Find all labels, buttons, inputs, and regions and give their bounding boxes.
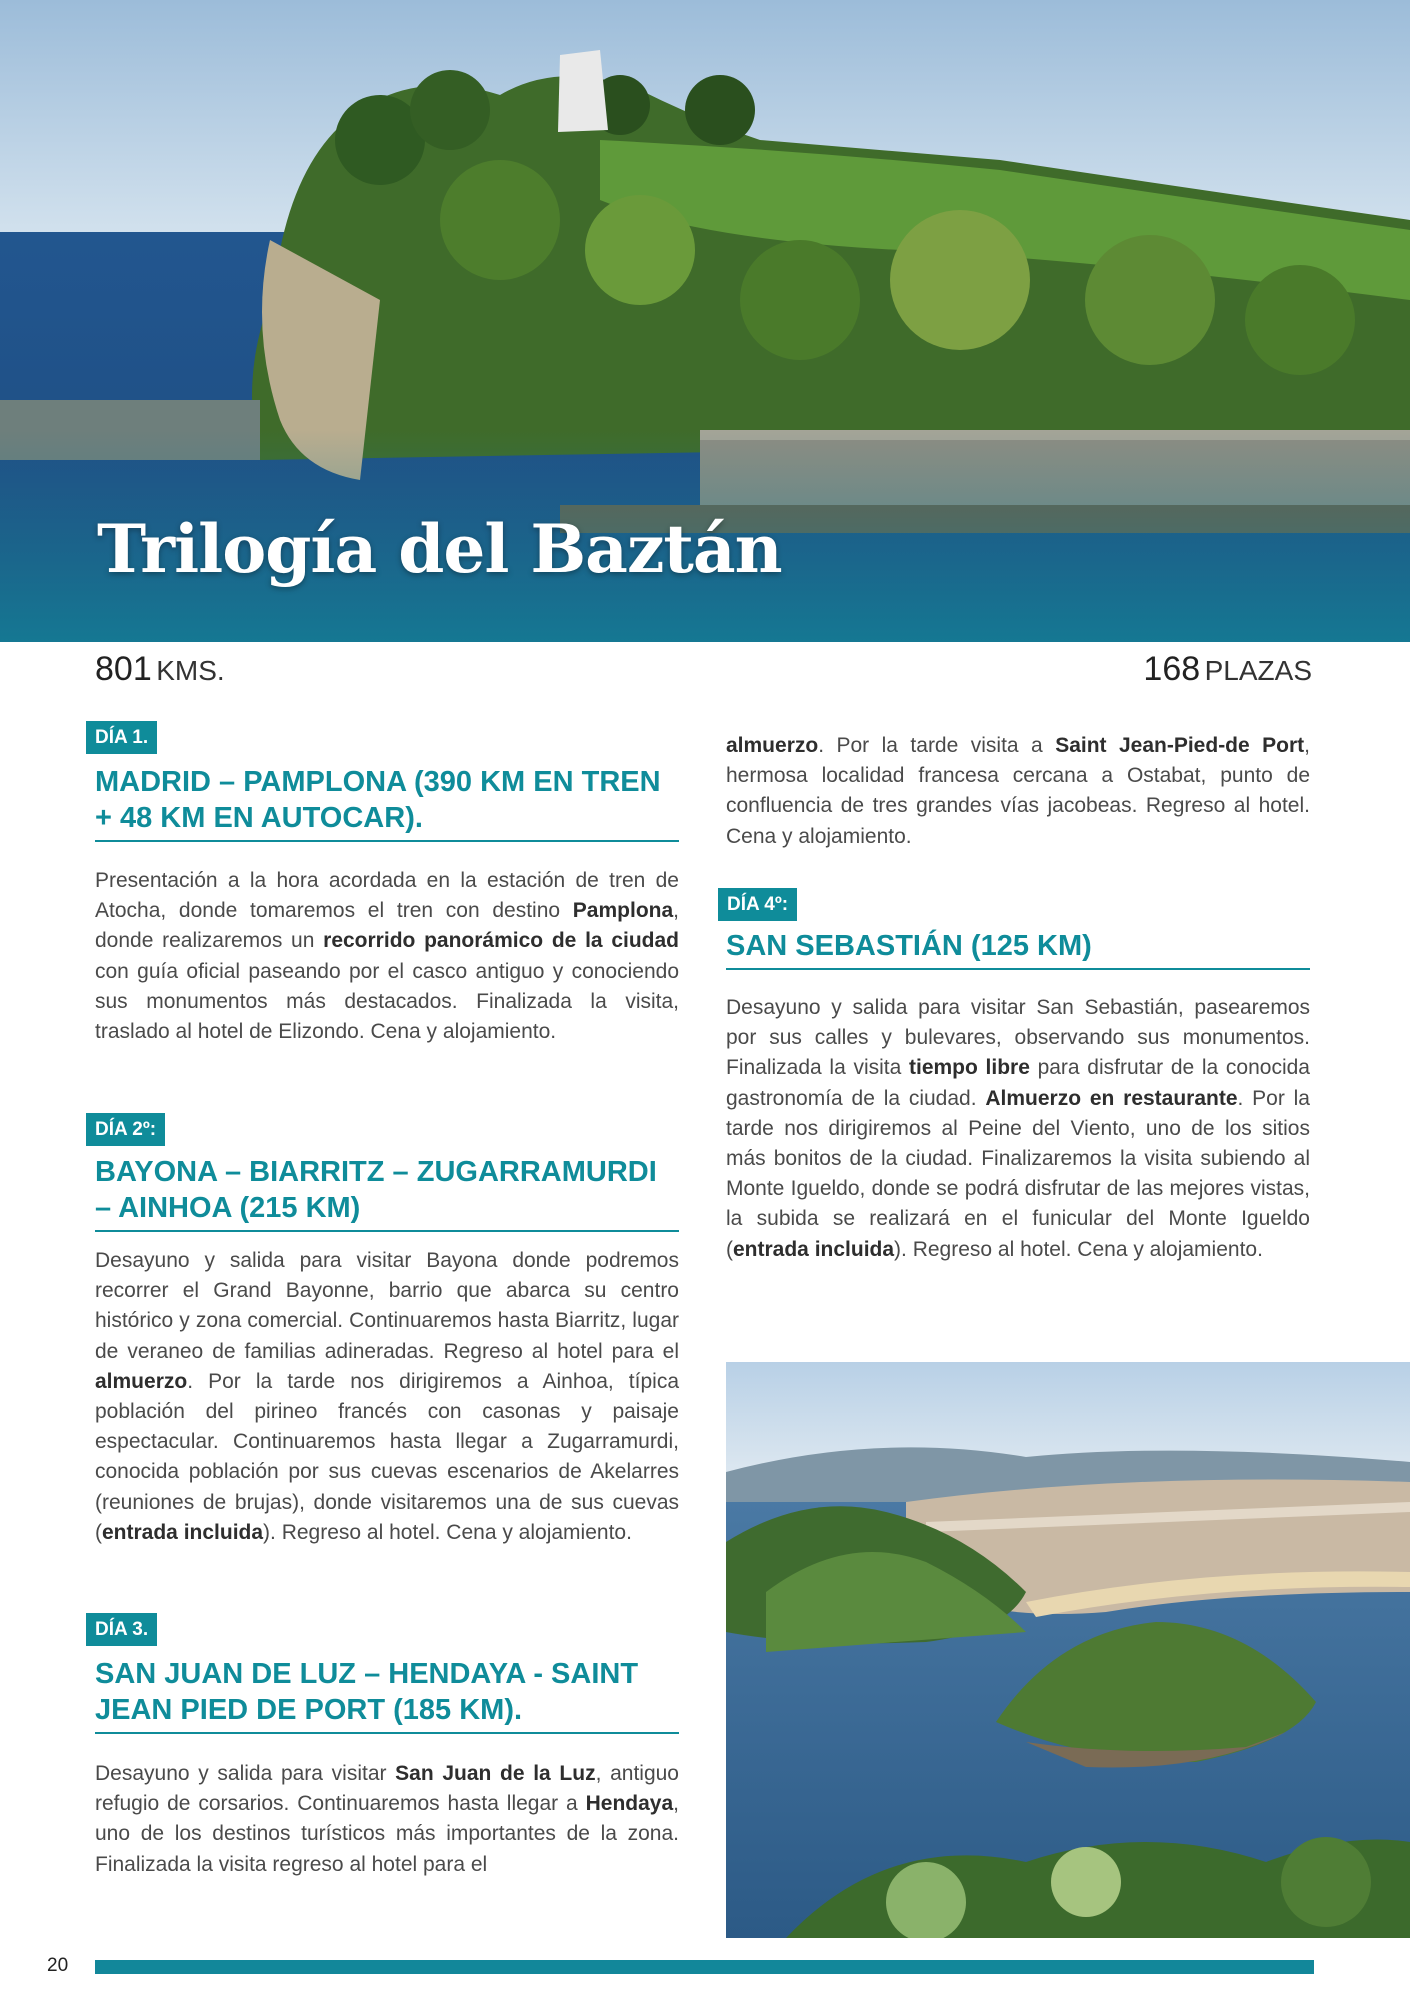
distance-unit: KMS. [156,655,225,686]
page-title: Trilogía del Baztán [97,510,782,588]
day-4-description: Desayuno y salida para visitar San Sebastián, pasearemos por sus calles y bulevares, observando sus monumentos. Finalizada la visita tiempo libre para disfrutar de la conocida gastronomía de la ciudad. Almuerzo en restaurante. Por la tarde nos dirigiremos al Peine del Viento, uno de los sitios más bonitos de la ciudad. Finalizaremos la visita subiendo al Monte Igueldo, donde se podrá disfrutar de las mejores vistas, la subida se realizará en el funicular del Monte Igueldo (entrada incluida). Regreso al hotel. Cena y alojamiento. [726,996,1310,1261]
footer-accent-bar [95,1960,1314,1974]
day-1-description: Presentación a la hora acordada en la estación de tren de Atocha, donde tomaremos el tren con destino Pamplona, donde realizaremos un recorrido panorámico de la ciudad con guía oficial paseando por el casco antiguo y conociendo sus monumentos más destacados. Finalizada la visita, traslado al hotel de Elizondo. Cena y alojamiento. [95,869,679,1044]
seats-unit: PLAZAS [1204,655,1312,686]
day-2-title: BAYONA – BIARRITZ – ZUGARRAMURDI – AINHOA (215 KM) [95,1154,679,1232]
bay-aerial-image [726,1362,1410,1938]
day-3-badge: DÍA 3. [86,1613,157,1646]
san-sebastian-photo [726,1362,1410,1938]
distance-stat [95,650,225,689]
day-4-title: SAN SEBASTIÁN (125 KM) [726,928,1310,970]
day-3-description-continued: almuerzo. Por la tarde visita a Saint Jean-Pied-de Port, hermosa localidad francesa cercana a Ostabat, punto de confluencia de tres grandes vías jacobeas. Regreso al hotel. Cena y alojamiento. [726,734,1310,848]
day-2-badge: DÍA 2º: [86,1113,165,1146]
day-3-description: Desayuno y salida para visitar San Juan de la Luz, antiguo refugio de corsarios. Continuaremos hasta llegar a Hendaya, uno de los destinos turísticos más importantes de la zona. Finalizada la visita regreso al hotel para el [95,1762,679,1876]
seats-stat [1143,650,1312,689]
hero-banner [0,0,1410,642]
day-3-title: SAN JUAN DE LUZ – HENDAYA - SAINT JEAN PIED DE PORT (185 KM). [95,1656,679,1734]
day-1-title: MADRID – PAMPLONA (390 KM EN TREN + 48 KM EN AUTOCAR). [95,764,679,842]
day-2-description: Desayuno y salida para visitar Bayona donde podremos recorrer el Grand Bayonne, barrio que abarca su centro histórico y zona comercial. Continuaremos hasta Biarritz, lugar de veraneo de familias adineradas. Regreso al hotel para el almuerzo. Por la tarde nos dirigiremos a Ainhoa, típica población del pirineo francés con casonas y paisaje espectacular. Continuaremos hasta llegar a Zugarramurdi, conocida población por sus cuevas escenarios de Akelarres (reuniones de brujas), donde visitaremos una de sus cuevas (entrada incluida). Regreso al hotel. Cena y alojamiento. [95,1249,679,1544]
page-number: 20 [47,1955,69,1976]
day-4-badge: DÍA 4º: [718,888,797,921]
day-1-badge: DÍA 1. [86,721,157,754]
distance-value: 801 [95,650,152,688]
seats-value: 168 [1143,650,1201,688]
